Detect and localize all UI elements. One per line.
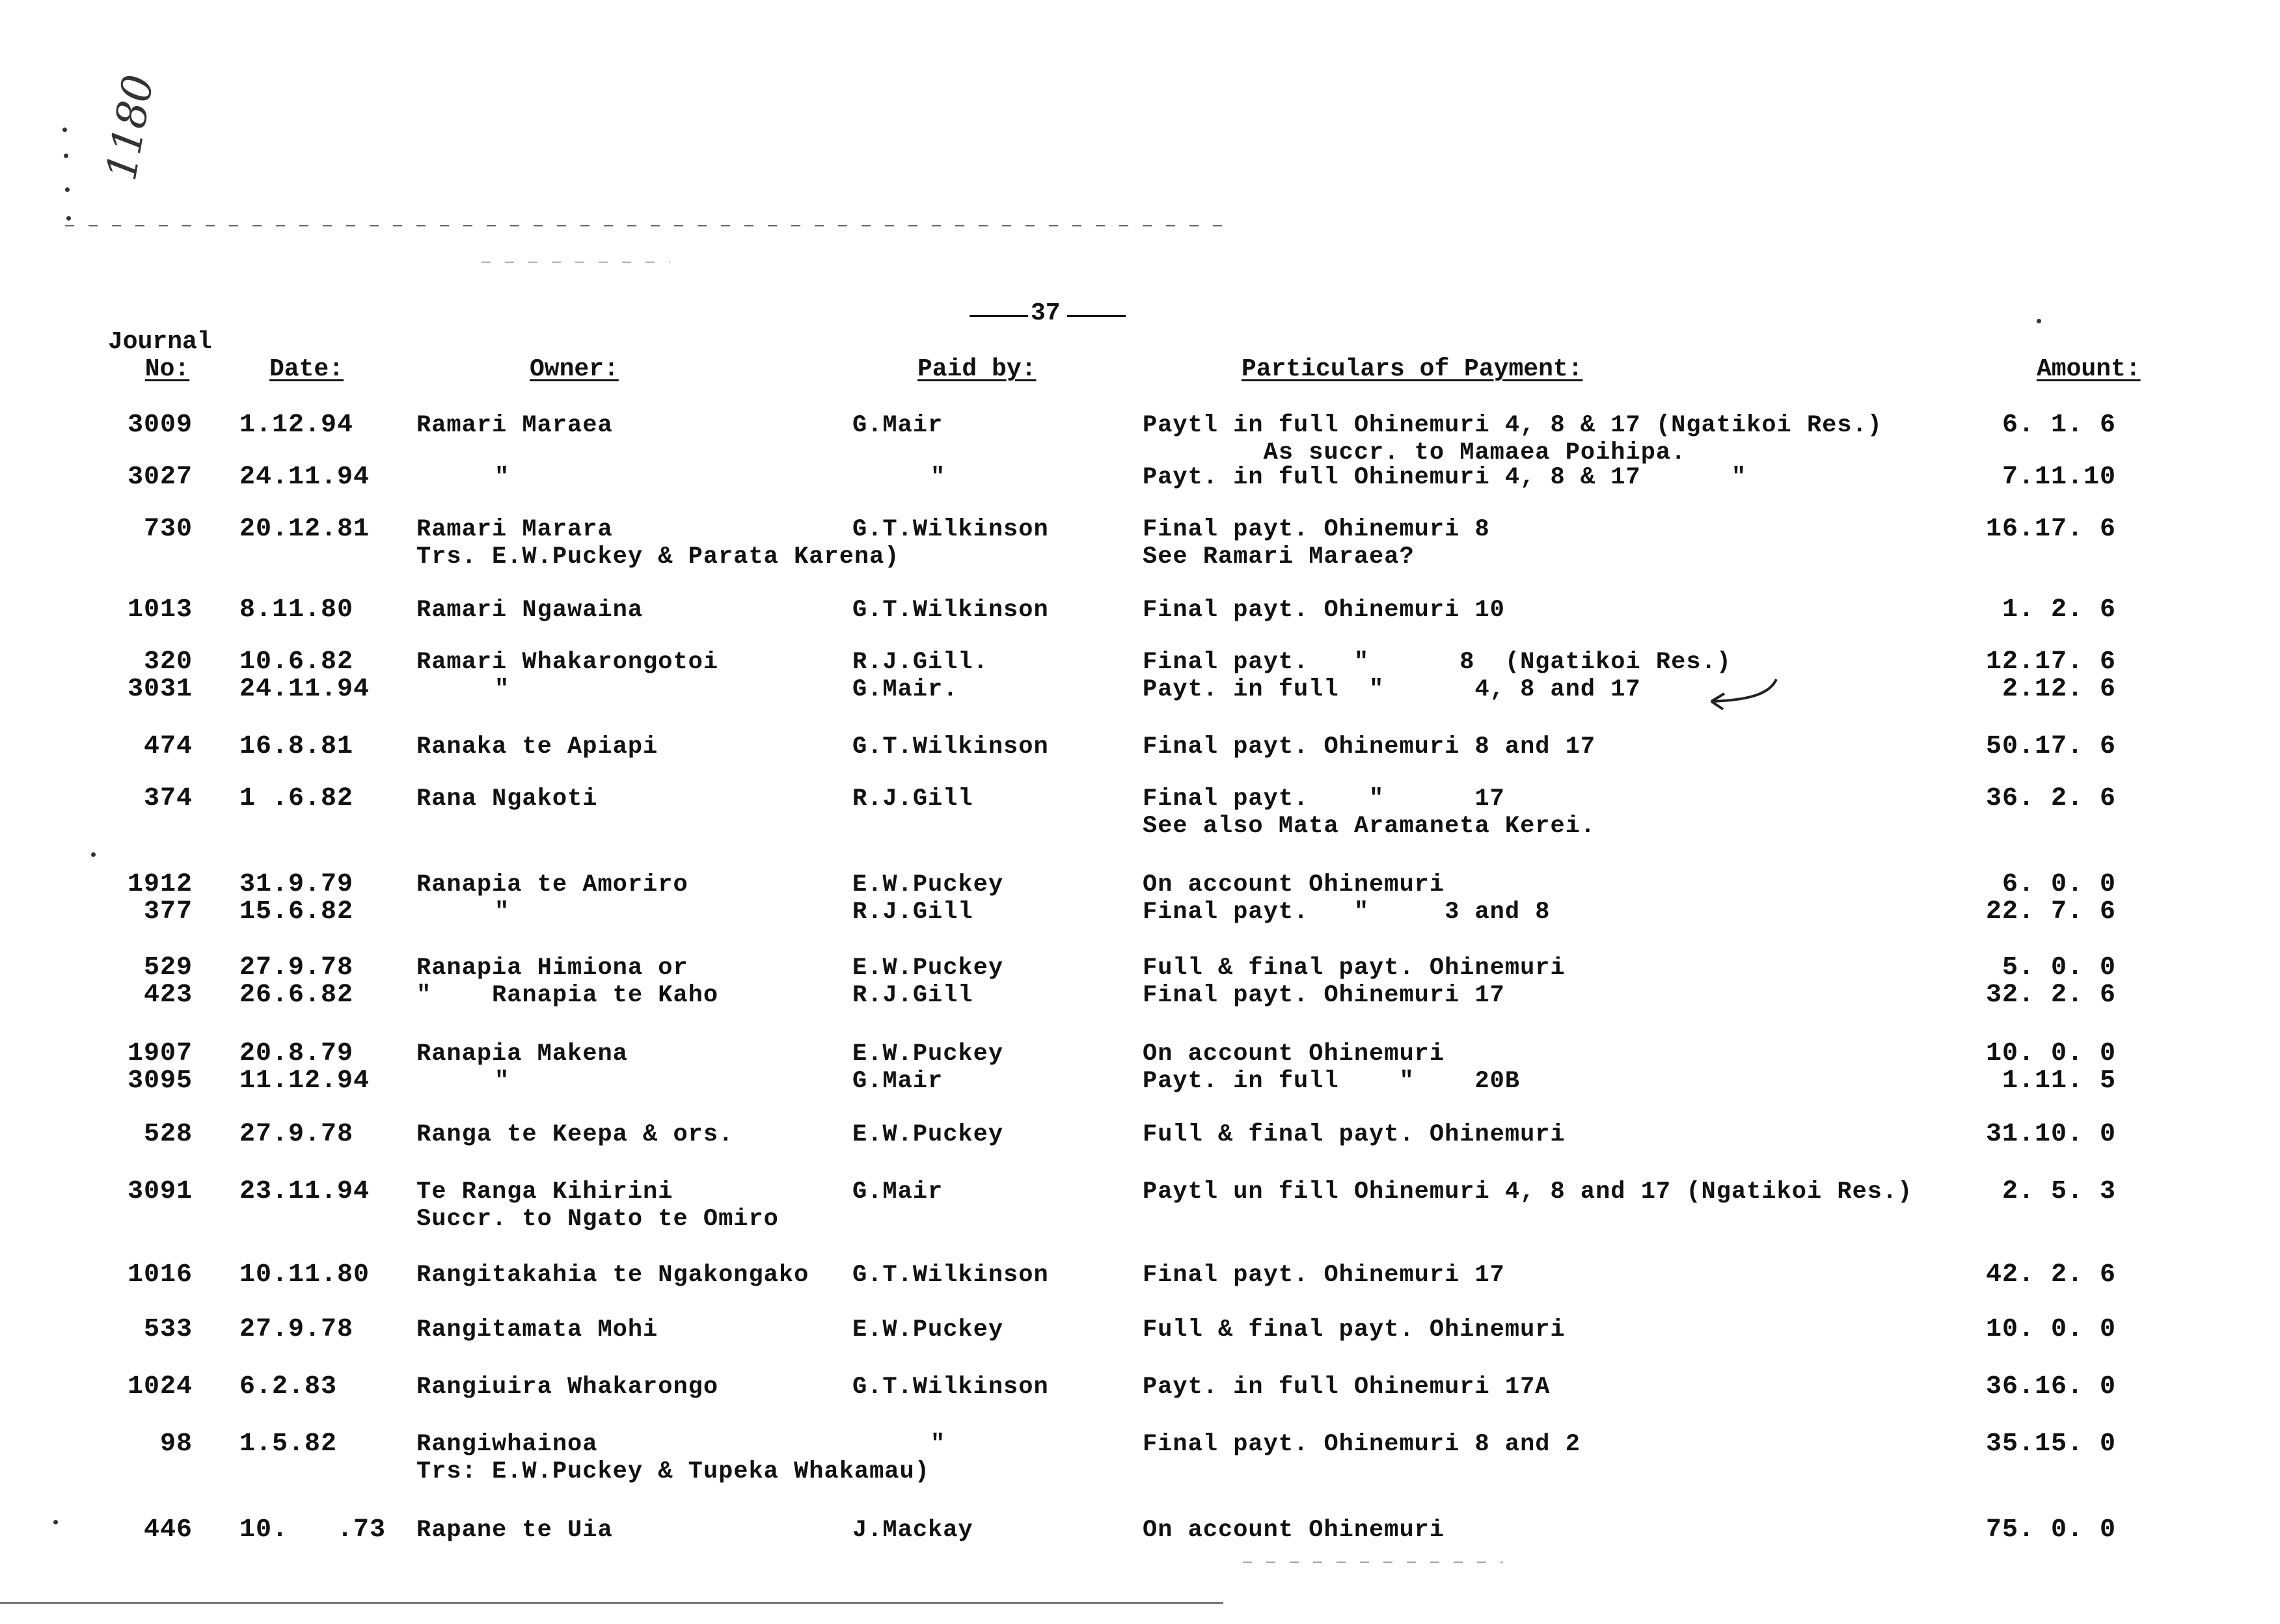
margin-dot [91,852,96,857]
amount-cell: 50.17. 6 [1985,732,2116,761]
journal-no-cell: 474 [143,732,193,761]
date-cell: 26.6.82 [239,981,354,1010]
particulars-cell: Final payt. Ohinemuri 17 [1143,1262,1505,1289]
owner-cell: Ranapia Makena [416,1040,628,1068]
amount-cell: 31.10. 0 [1985,1120,2116,1149]
journal-no-cell: 98 [159,1429,193,1459]
margin-dot [53,1520,58,1524]
paid-by-cell: E.W.Puckey [852,1040,1004,1068]
date-cell: 16.8.81 [239,732,354,761]
journal-no-cell: 374 [143,784,193,813]
margin-dot [2037,319,2041,323]
journal-no-cell: 377 [143,897,193,927]
owner-cell: Succr. to Ngato te Omiro [416,1206,779,1233]
paid-by-cell: " [930,464,946,491]
particulars-cell: Payt. in full Ohinemuri 4, 8 & 17 " [1143,464,1747,491]
top-dashed-rule [65,225,1223,226]
owner-cell: Ramari Whakarongotoi [416,649,719,676]
journal-no-cell: 3027 [127,463,193,492]
date-cell: 20.8.79 [239,1039,354,1068]
paid-by-cell: J.Mackay [852,1517,973,1544]
amount-cell: 22. 7. 6 [1985,897,2116,927]
header-date: Date: [269,355,344,383]
journal-no-cell: 1907 [127,1039,193,1068]
date-cell: 23.11.94 [239,1177,370,1206]
amount-cell: 16.17. 6 [1985,515,2116,544]
owner-cell: Rangitakahia te Ngakongako [416,1262,809,1289]
particulars-cell: Paytl un fill Ohinemuri 4, 8 and 17 (Ngatikoi Res.) [1143,1178,1913,1206]
amount-cell: 35.15. 0 [1985,1429,2116,1459]
journal-no-cell: 1016 [127,1260,193,1290]
particulars-cell: Final payt. " 8 (Ngatikoi Res.) [1143,649,1731,676]
amount-cell: 1. 2. 6 [2002,595,2116,625]
owner-cell: Ramari Marara [416,516,613,543]
owner-cell: " [495,899,510,926]
journal-no-cell: 533 [143,1315,193,1344]
owner-cell: Rangiuira Whakarongo [416,1374,719,1401]
date-cell: 8.11.80 [239,595,354,625]
bottom-dashed-rule [1243,1562,1503,1563]
journal-no-cell: 1024 [127,1372,193,1401]
paid-by-cell: E.W.Puckey [852,954,1004,982]
date-cell: 10. .73 [239,1515,387,1545]
paid-by-cell: E.W.Puckey [852,871,1004,899]
owner-cell: Ramari Ngawaina [416,597,644,624]
particulars-cell: Final payt. " 3 and 8 [1143,899,1551,926]
journal-no-cell: 1912 [127,870,193,899]
date-cell: 31.9.79 [239,870,354,899]
top-dashed-rule-2 [482,262,670,263]
journal-no-cell: 3091 [127,1177,193,1206]
owner-cell: " [495,464,510,491]
amount-cell: 2. 5. 3 [2002,1177,2116,1206]
amount-cell: 75. 0. 0 [1985,1515,2116,1545]
paid-by-cell: G.T.Wilkinson [852,516,1049,543]
amount-cell: 10. 0. 0 [1985,1315,2116,1344]
paid-by-cell: G.Mair [852,1068,943,1095]
journal-no-cell: 3095 [127,1066,193,1096]
owner-cell: Rangiwhainoa [416,1431,598,1458]
owner-cell: Ranapia te Amoriro [416,871,688,899]
owner-cell: Ranaka te Apiapi [416,733,658,761]
journal-no-cell: 528 [143,1120,193,1149]
paid-by-cell: R.J.Gill [852,785,973,813]
paid-by-cell: G.Mair [852,412,943,439]
date-cell: 20.12.81 [239,515,370,544]
date-cell: 10.11.80 [239,1260,370,1290]
header-owner: Owner: [530,355,619,383]
amount-cell: 42. 2. 6 [1985,1260,2116,1290]
particulars-cell: See Ramari Maraea? [1143,543,1415,571]
owner-cell: Rangitamata Mohi [416,1316,658,1344]
date-cell: 1.12.94 [239,411,354,440]
particulars-cell: Paytl in full Ohinemuri 4, 8 & 17 (Ngatikoi Res.) [1143,412,1882,439]
amount-cell: 32. 2. 6 [1985,981,2116,1010]
date-cell: 1 .6.82 [239,784,354,813]
scan-edge-line [0,1602,1223,1604]
amount-cell: 36.16. 0 [1985,1372,2116,1401]
owner-cell: Ranapia Himiona or [416,954,688,982]
owner-cell: Rana Ngakoti [416,785,598,813]
owner-cell: " [495,676,510,703]
paid-by-cell: E.W.Puckey [852,1121,1004,1148]
margin-dot [65,187,70,192]
owner-cell: Ramari Maraea [416,412,613,439]
owner-cell: Trs: E.W.Puckey & Tupeka Whakamau) [416,1458,930,1485]
paid-by-cell: R.J.Gill [852,899,973,926]
amount-cell: 2.12. 6 [2002,675,2116,704]
header-journal-no: No: [144,355,190,383]
date-cell: 6.2.83 [239,1372,338,1401]
particulars-cell: On account Ohinemuri [1143,1517,1445,1544]
owner-cell: " Ranapia te Kaho [416,982,719,1009]
owner-cell: Ranga te Keepa & ors. [416,1121,734,1148]
particulars-cell: As succr. to Mamaea Poihipa. [1143,439,1687,467]
date-cell: 27.9.78 [239,953,354,982]
header-journal: Journal [108,328,212,356]
paid-by-cell: G.T.Wilkinson [852,597,1049,624]
page-number: 37 [1031,299,1061,327]
journal-no-cell: 529 [143,953,193,982]
particulars-cell: Payt. in full Ohinemuri 17A [1143,1374,1551,1401]
paid-by-cell: R.J.Gill. [852,649,988,676]
owner-cell: " [495,1068,510,1095]
owner-cell: Te Ranga Kihirini [416,1178,673,1206]
margin-dot [64,154,68,158]
journal-no-cell: 3009 [127,411,193,440]
amount-cell: 12.17. 6 [1985,647,2116,677]
date-cell: 11.12.94 [239,1066,370,1096]
particulars-cell: Final payt. Ohinemuri 8 and 2 [1143,1431,1581,1458]
particulars-cell: Final payt. Ohinemuri 10 [1143,597,1505,624]
margin-dot [66,216,71,221]
date-cell: 15.6.82 [239,897,354,927]
owner-cell: Rapane te Uia [416,1517,613,1544]
journal-no-cell: 446 [143,1515,193,1545]
particulars-cell: Full & final payt. Ohinemuri [1143,954,1566,982]
paid-by-cell: G.Mair. [852,676,958,703]
amount-cell: 7.11.10 [2002,463,2116,492]
owner-cell: Trs. E.W.Puckey & Parata Karena) [416,543,900,571]
particulars-cell: Payt. in full " 4, 8 and 17 [1143,676,1641,703]
amount-cell: 1.11. 5 [2002,1066,2116,1096]
particulars-cell: On account Ohinemuri [1143,871,1445,899]
margin-dot [62,128,67,132]
journal-no-cell: 1013 [127,595,193,625]
date-cell: 24.11.94 [239,675,370,704]
journal-no-cell: 3031 [127,675,193,704]
amount-cell: 10. 0. 0 [1985,1039,2116,1068]
particulars-cell: Payt. in full " 20B [1143,1068,1521,1095]
date-cell: 27.9.78 [239,1315,354,1344]
particulars-cell: Final payt. " 17 [1143,785,1505,813]
journal-no-cell: 730 [143,515,193,544]
header-amount: Amount: [2037,355,2141,383]
date-cell: 10.6.82 [239,647,354,677]
particulars-cell: Final payt. Ohinemuri 8 and 17 [1143,733,1596,761]
date-cell: 27.9.78 [239,1120,354,1149]
paid-by-cell: " [930,1431,946,1458]
paid-by-cell: G.T.Wilkinson [852,1262,1049,1289]
hand-drawn-arrow-icon [1705,674,1783,713]
amount-cell: 5. 0. 0 [2002,953,2116,982]
header-paid-by: Paid by: [917,355,1037,383]
particulars-cell: See also Mata Aramaneta Kerei. [1143,813,1596,840]
particulars-cell: Full & final payt. Ohinemuri [1143,1316,1566,1344]
amount-cell: 6. 0. 0 [2002,870,2116,899]
page-number-dash-left [970,315,1028,317]
particulars-cell: Final payt. Ohinemuri 8 [1143,516,1490,543]
paid-by-cell: R.J.Gill [852,982,973,1009]
date-cell: 24.11.94 [239,463,370,492]
paid-by-cell: E.W.Puckey [852,1316,1004,1344]
paid-by-cell: G.T.Wilkinson [852,1374,1049,1401]
particulars-cell: On account Ohinemuri [1143,1040,1445,1068]
date-cell: 1.5.82 [239,1429,338,1459]
journal-no-cell: 423 [143,981,193,1010]
paid-by-cell: G.T.Wilkinson [852,733,1049,761]
particulars-cell: Final payt. Ohinemuri 17 [1143,982,1505,1009]
paid-by-cell: G.Mair [852,1178,943,1206]
particulars-cell: Full & final payt. Ohinemuri [1143,1121,1566,1148]
amount-cell: 36. 2. 6 [1985,784,2116,813]
journal-no-cell: 320 [143,647,193,677]
header-particulars: Particulars of Payment: [1242,355,1583,383]
page-number-dash-right [1067,315,1126,317]
margin-handwritten-note: 1180 [98,71,164,184]
amount-cell: 6. 1. 6 [2002,411,2116,440]
